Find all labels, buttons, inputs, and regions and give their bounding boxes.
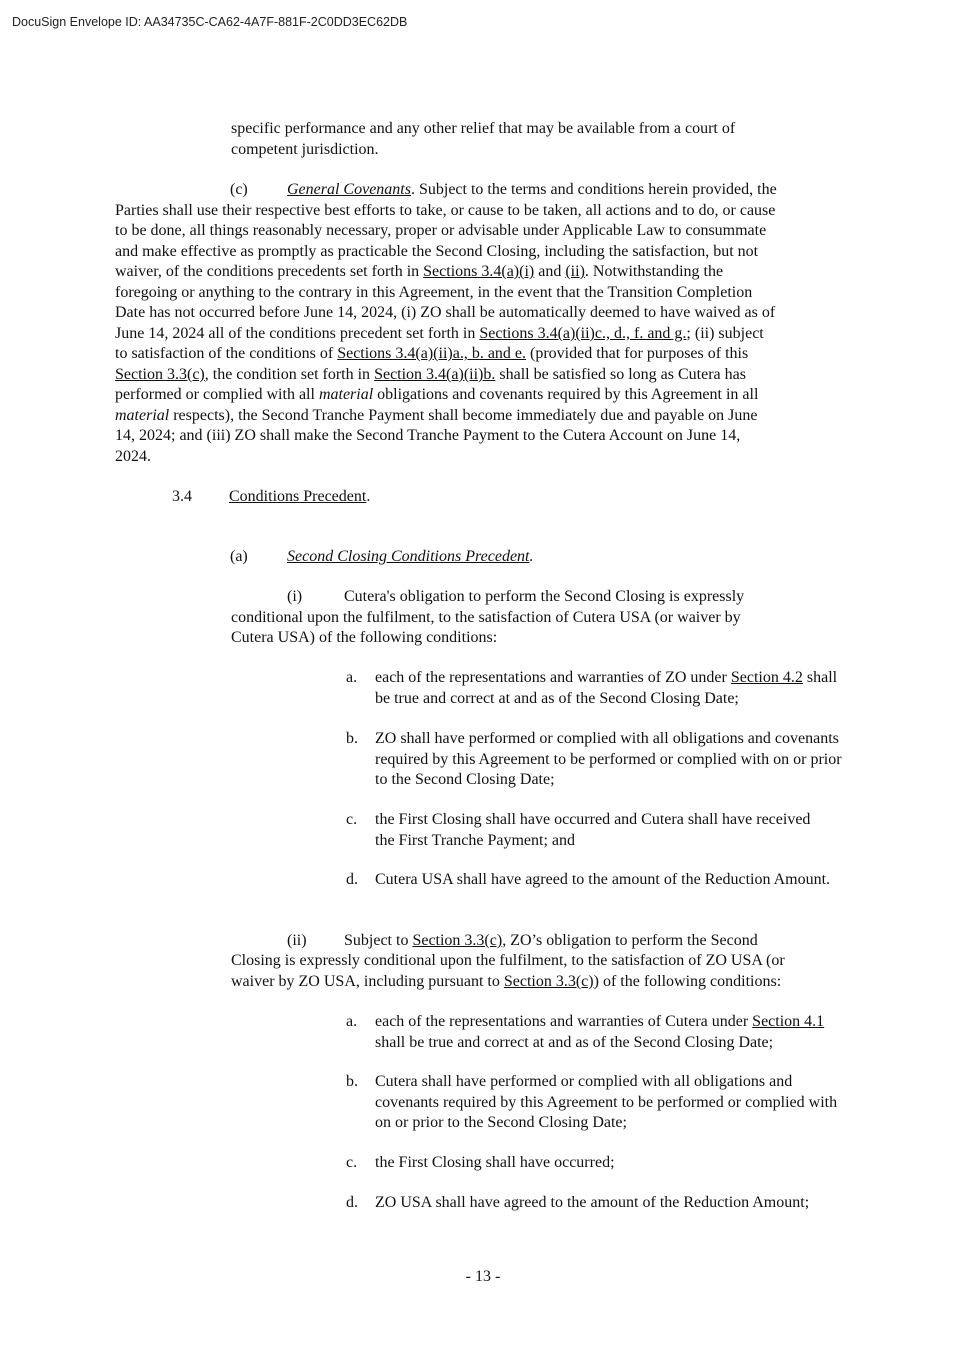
subsection-a-label: (a) <box>230 548 248 565</box>
clause-ii-label: (ii) <box>287 932 307 949</box>
top-paragraph-line-1: specific performance and any other relief that may be available from a court of <box>231 120 736 137</box>
page-number: - 13 - <box>465 1268 501 1285</box>
subsection-a-title: Second Closing Conditions Precedent <box>287 548 530 565</box>
general-covenants-heading: General Covenants <box>287 181 411 198</box>
ref-section-3-4-a-ii-b[interactable]: Section 3.4(a)(ii)b. <box>374 366 496 383</box>
section-number: 3.4 <box>172 488 192 505</box>
ref-section-3-3-c[interactable]: Section 3.3(c) <box>503 973 594 990</box>
ref-section-3-3-c[interactable]: Section 3.3(c) <box>412 932 503 949</box>
ref-section-4-1[interactable]: Section 4.1 <box>752 1013 825 1030</box>
section-3-4-heading: 3.4 Conditions Precedent. <box>172 487 370 508</box>
ref-sections-3-4-a-ii-cdfg[interactable]: Sections 3.4(a)(ii)c., d., f. and g. <box>479 325 687 342</box>
ref-section-3-3-c[interactable]: Section 3.3(c) <box>115 366 205 383</box>
ref-sections-3-4-a-i[interactable]: Sections 3.4(a)(i) <box>423 263 535 280</box>
ref-sections-3-4-a-ii-abe[interactable]: Sections 3.4(a)(ii)a., b. and e. <box>337 345 527 362</box>
section-title: Conditions Precedent <box>229 488 367 505</box>
ref-ii[interactable]: (ii) <box>565 263 585 280</box>
top-paragraph-line-2: competent jurisdiction. <box>231 141 379 158</box>
ref-section-4-2[interactable]: Section 4.2 <box>730 669 803 686</box>
clause-i-label: (i) <box>287 588 303 605</box>
envelope-id: DocuSign Envelope ID: AA34735C-CA62-4A7F-881F-2C0DD3EC62DB <box>12 15 408 29</box>
section-c-label: (c) <box>230 181 248 198</box>
subsection-a-heading: (a) Second Closing Conditions Precedent. <box>230 547 533 568</box>
